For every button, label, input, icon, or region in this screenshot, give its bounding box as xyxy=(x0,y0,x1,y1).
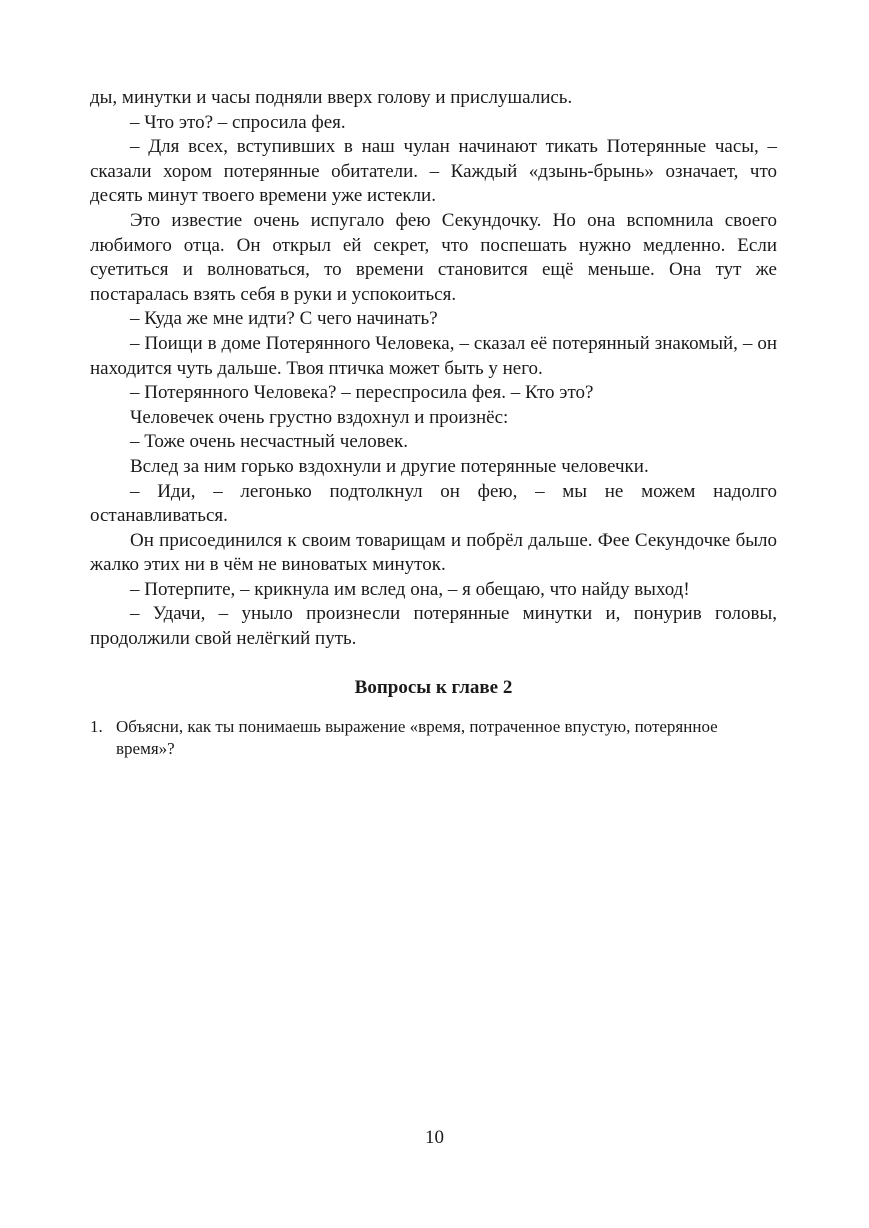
story-paragraph: – Удачи, – уныло произнесли потерянные минутки и, понурив головы, продолжили свой нелёгкий путь. xyxy=(90,603,777,650)
page-number: 10 xyxy=(425,1127,444,1148)
story-paragraph: – Куда же мне идти? С чего начинать? xyxy=(130,308,438,330)
story-paragraph: Человечек очень грустно вздохнул и произнёс: xyxy=(130,406,509,428)
story-paragraph: – Поищи в доме Потерянного Человека, – сказал её потерянный знакомый, – он находится чуть дальше. Твоя птичка может быть у него. xyxy=(90,332,777,379)
story-paragraph: ды, минутки и часы подняли вверх голову и прислушались. xyxy=(90,87,573,108)
story-paragraph: – Что это? – спросила фея. xyxy=(130,111,346,133)
story-text xyxy=(90,86,777,652)
question-list xyxy=(90,716,777,760)
page-content xyxy=(90,86,777,760)
story-paragraph: Это известие очень испугало фею Секундочку. Но она вспомнила своего любимого отца. Он открыл ей секрет, что поспешать нужно медленно. Если суетиться и волноваться, то времени становится ещё меньше. Она тут же постаралась взять себя в руки и успокоиться. xyxy=(90,209,777,305)
question-number: 1. xyxy=(90,716,103,736)
story-paragraph: – Тоже очень несчастный человек. xyxy=(130,431,409,453)
question-item xyxy=(90,716,777,760)
story-paragraph: – Для всех, вступивших в наш чулан начинают тикать Потерянные часы, – сказали хором потерянные обитатели. – Каждый «дзынь-брынь» означает, что десять минут твоего времени уже истекли. xyxy=(90,136,777,207)
story-paragraph: Вслед за ним горько вздохнули и другие потерянные человечки. xyxy=(130,455,649,477)
story-paragraph: – Потерянного Человека? – переспросила фея. – Кто это? xyxy=(130,382,594,404)
story-paragraph: – Иди, – легонько подтолкнул он фею, – мы не можем надолго останавливаться. xyxy=(90,480,777,527)
story-paragraph: – Потерпите, – крикнула им вслед она, – я обещаю, что найду выход! xyxy=(130,578,690,600)
chapter-questions-heading: Вопросы к главе 2 xyxy=(354,676,513,698)
question-text: Объясни, как ты понимаешь выражение «время, потраченное впустую, потерянное время»? xyxy=(116,716,718,758)
story-paragraph: Он присоединился к своим товарищам и побрёл дальше. Фее Секундочке было жалко этих ни в чём не виноватых минуток. xyxy=(90,529,777,576)
